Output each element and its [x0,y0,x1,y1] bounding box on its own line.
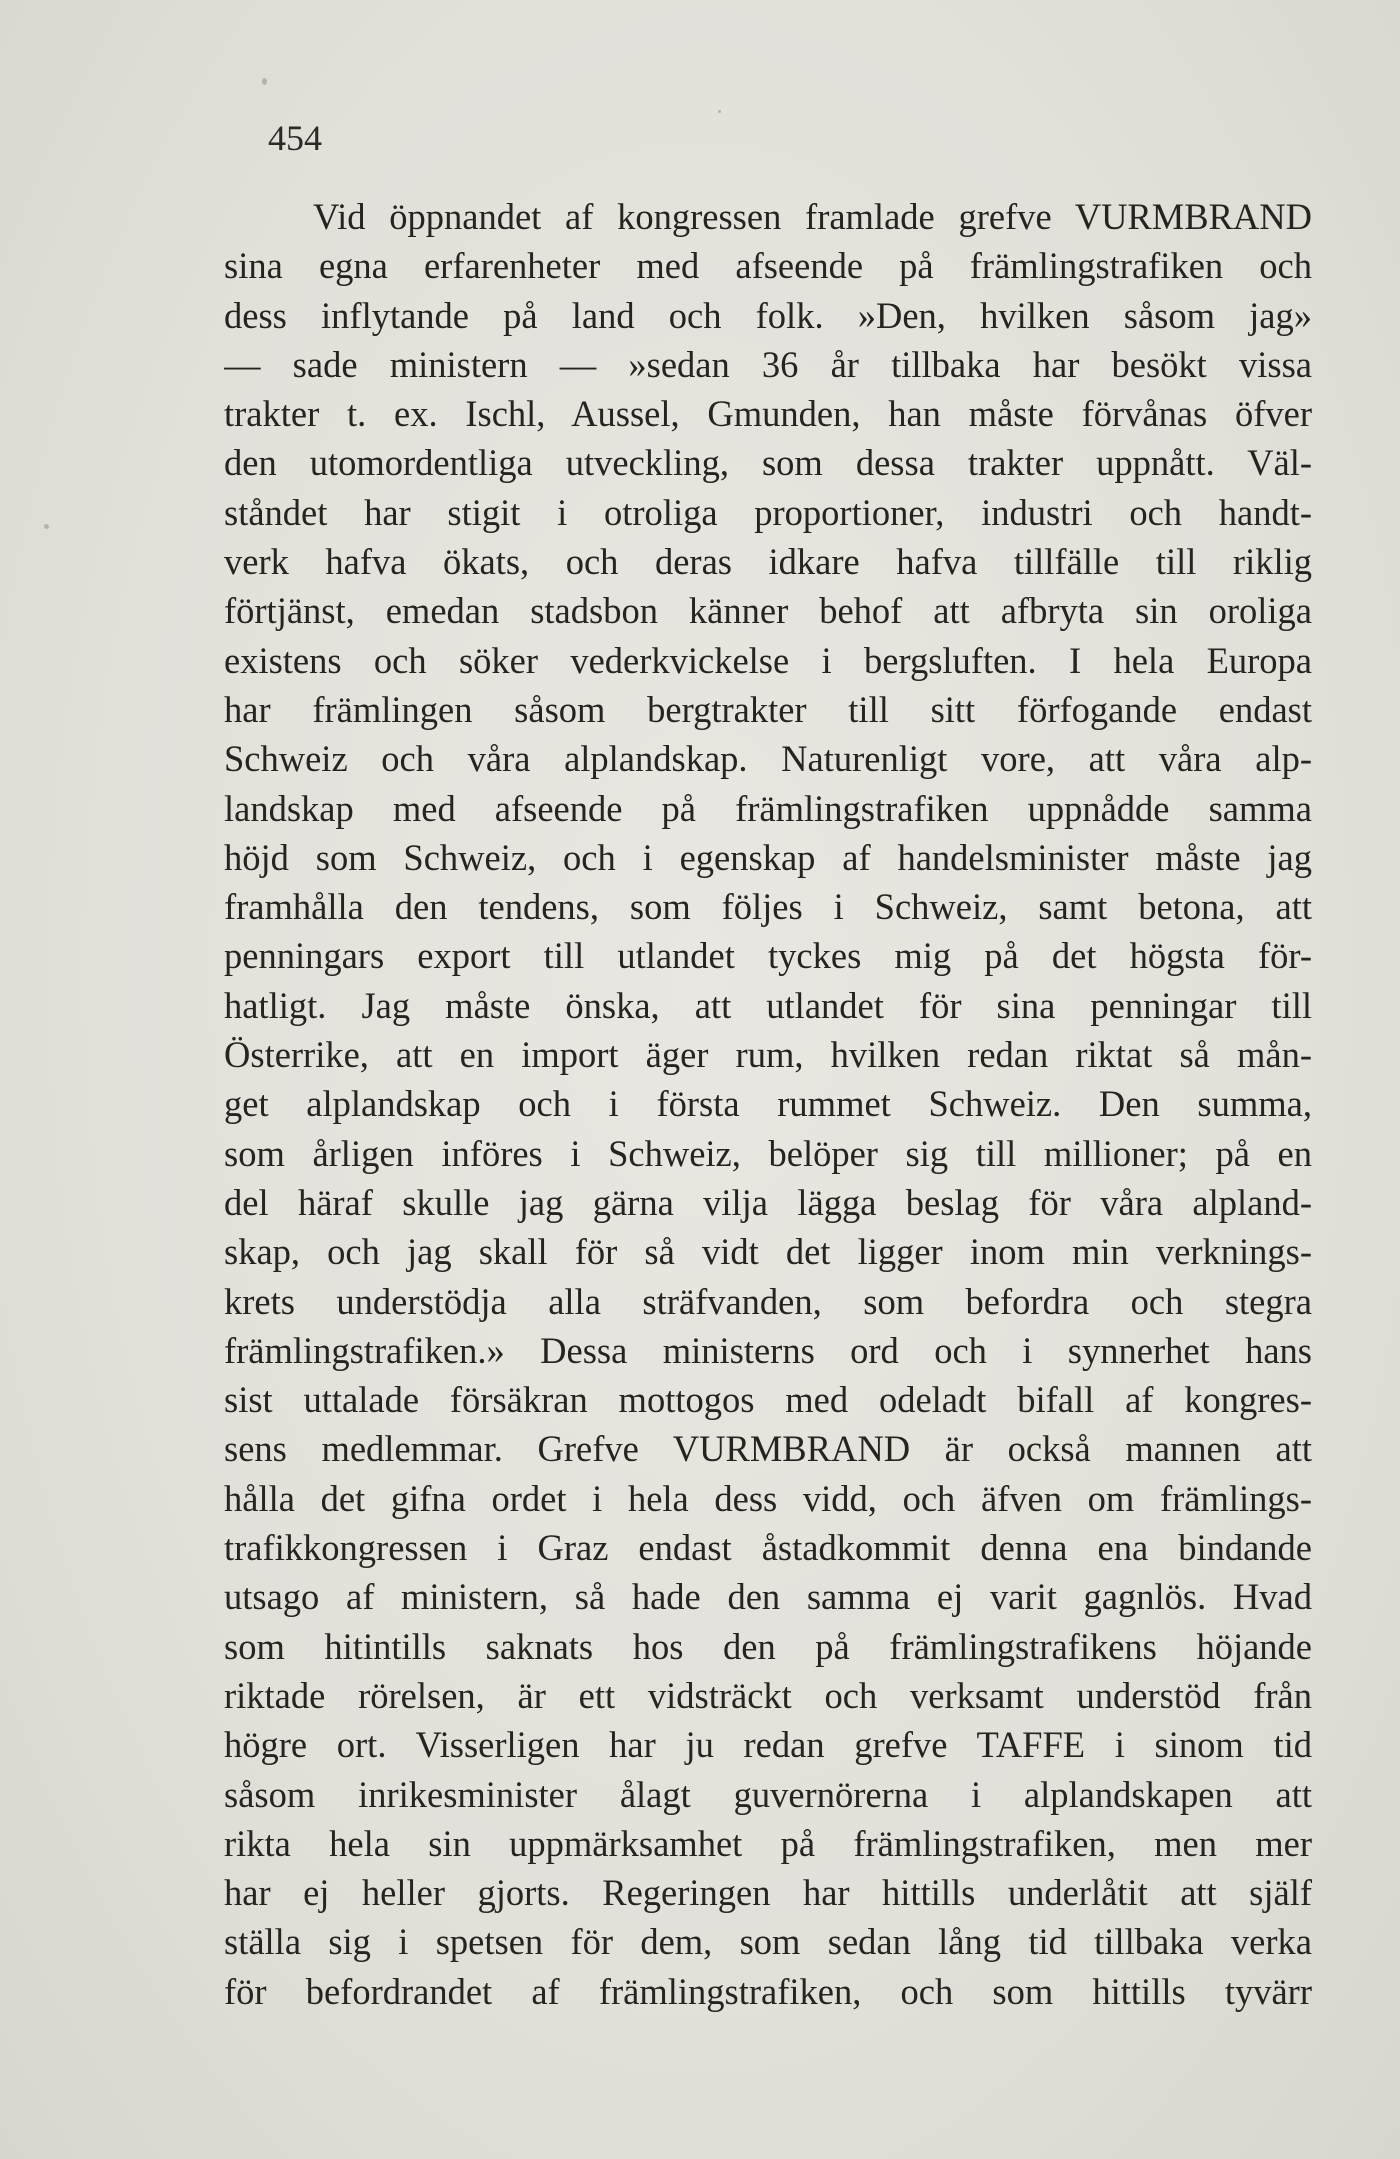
text-line: trafikkongressen i Graz endast åstadkommit denna ena bindande [224,1527,1312,1569]
text-line: verk hafva ökats, och deras idkare hafva tillfälle till riklig [224,541,1312,583]
text-line: hatligt. Jag måste önska, att utlandet för sina penningar till [224,984,1312,1026]
text-line: ståndet har stigit i otroliga proportioner, industri och handt- [224,491,1312,533]
text-line: som hitintills saknats hos den på främlingstrafikens höjande [224,1625,1312,1667]
text-line: penningars export till utlandet tyckes mig på det högsta för- [224,935,1312,977]
text-line: rikta hela sin uppmärksamhet på främlingstrafiken, men mer [224,1822,1312,1864]
text-line: Österrike, att en import äger rum, hvilken redan riktat så mån- [224,1034,1312,1076]
text-line: trakter t. ex. Ischl, Aussel, Gmunden, han måste förvånas öfver [224,393,1312,435]
text-line: för befordrandet af främlingstrafiken, och som hittills tyvärr [224,1970,1312,2012]
text-line: framhålla den tendens, som följes i Schweiz, samt betona, att [224,886,1312,928]
text-line: främlingstrafiken.» Dessa ministerns ord och i synnerhet hans [224,1329,1312,1371]
text-line: — sade ministern — »sedan 36 år tillbaka har besökt vissa [224,343,1312,385]
text-line: sina egna erfarenheter med afseende på främlingstrafiken och [224,245,1312,287]
text-line: Vid öppnandet af kongressen framlade grefve VURMBRAND [313,196,1312,237]
text-line: förtjänst, emedan stadsbon känner behof att afbryta sin oroliga [224,590,1312,632]
text-line: såsom inrikesminister ålagt guvernörerna i alplandskapen att [224,1773,1312,1815]
text-line: har främlingen såsom bergtrakter till sitt förfogande endast [224,688,1312,730]
text-line: skap, och jag skall för så vidt det ligger inom min verknings- [224,1231,1312,1273]
body-text [224,192,1312,2016]
text-line: dess inflytande på land och folk. »Den, hvilken såsom jag» [224,294,1312,336]
text-line: höjd som Schweiz, och i egenskap af handelsminister måste jag [224,836,1312,878]
text-line: ställa sig i spetsen för dem, som sedan lång tid tillbaka verka [224,1921,1312,1963]
text-line: som årligen införes i Schweiz, belöper sig till millioner; på en [224,1132,1312,1174]
text-line: högre ort. Visserligen har ju redan grefve TAFFE i sinom tid [224,1724,1312,1766]
paper-speck [44,524,49,529]
paper-speck [262,78,267,85]
text-line: hålla det gifna ordet i hela dess vidd, och äfven om främlings- [224,1477,1312,1519]
text-line: riktade rörelsen, är ett vidsträckt och verksamt understöd från [224,1674,1312,1716]
text-line: existens och söker vederkvickelse i bergsluften. I hela Europa [224,639,1312,681]
paper-speck [718,110,721,113]
text-line: del häraf skulle jag gärna vilja lägga beslag för våra alpland- [224,1181,1312,1223]
text-line: sens medlemmar. Grefve VURMBRAND är också mannen att [224,1428,1312,1470]
text-line: landskap med afseende på främlingstrafiken uppnådde samma [224,787,1312,829]
text-line: utsago af ministern, så hade den samma ej varit gagnlös. Hvad [224,1576,1312,1618]
text-line: krets understödja alla sträfvanden, som befordra och stegra [224,1280,1312,1322]
text-line: sist uttalade försäkran mottogos med odeladt bifall af kongres- [224,1379,1312,1421]
page-number: 454 [268,118,322,158]
text-line: Schweiz och våra alplandskap. Naturenligt vore, att våra alp- [224,738,1312,780]
text-line: get alplandskap och i första rummet Schweiz. Den summa, [224,1083,1312,1125]
text-line: har ej heller gjorts. Regeringen har hittills underlåtit att själf [224,1872,1312,1914]
text-line: den utomordentliga utveckling, som dessa trakter uppnått. Väl- [224,442,1312,484]
